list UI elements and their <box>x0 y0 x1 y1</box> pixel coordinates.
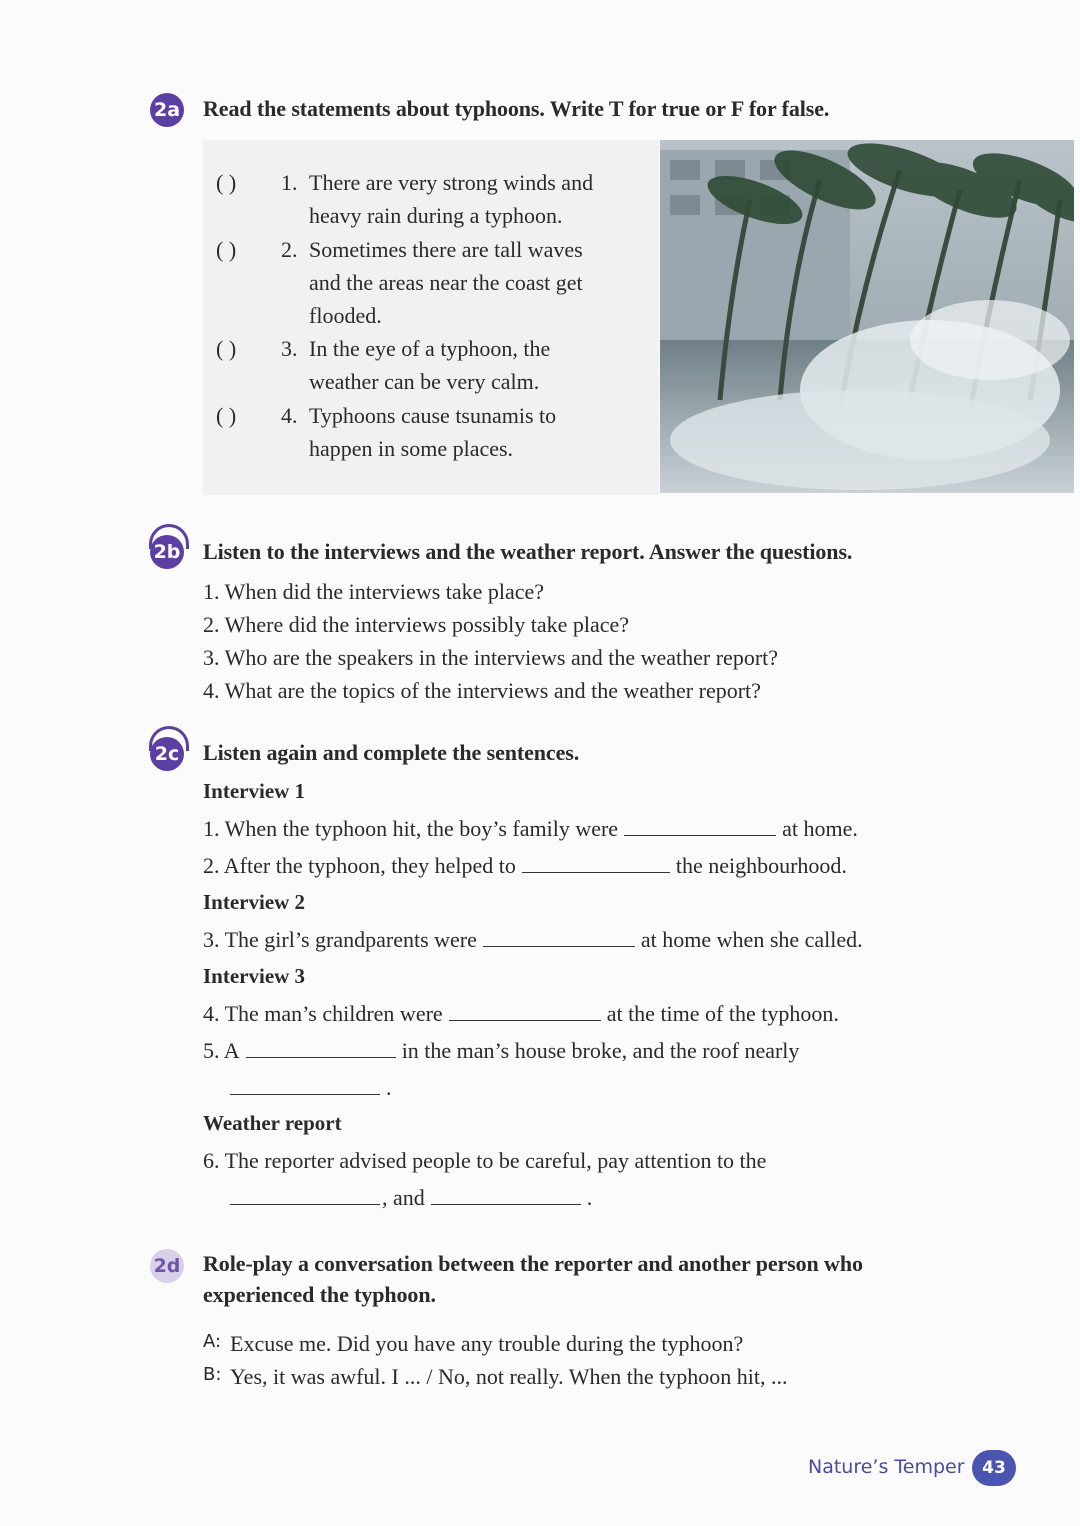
answer-blank[interactable] <box>230 1093 380 1095</box>
item-text: In the eye of a typhoon, the <box>309 336 551 361</box>
answer-blank[interactable] <box>522 871 670 873</box>
item-text: Sometimes there are tall waves <box>309 237 583 262</box>
answer-blank[interactable] <box>624 834 776 836</box>
sentence-3 <box>203 927 863 953</box>
item-text: and the areas near the coast get <box>309 270 583 295</box>
answer-blank[interactable] <box>449 1019 601 1021</box>
sentence-text: 4. The man’s children were <box>203 1001 443 1026</box>
speaker-b-line: Yes, it was awful. I ... / No, not really. When the typhoon hit, ... <box>230 1364 788 1389</box>
answer-blank[interactable] <box>431 1203 581 1205</box>
answer-paren[interactable]: ( ) <box>216 237 237 262</box>
exercise-badge-2c: 2c <box>150 737 184 771</box>
item-number: 3. <box>281 336 298 361</box>
exercise-badge-2b: 2b <box>150 535 184 569</box>
item-text: happen in some places. <box>309 436 514 461</box>
speaker-a-line: Excuse me. Did you have any trouble during the typhoon? <box>230 1331 744 1356</box>
typhoon-photo <box>660 140 1074 493</box>
sentence-text: at home. <box>782 816 858 841</box>
item-number: 2. <box>281 237 298 262</box>
item-number: 1. <box>281 170 298 195</box>
sentence-text: the neighbourhood. <box>675 853 847 878</box>
weather-report-heading: Weather report <box>203 1111 342 1135</box>
item-text: Typhoons cause tsunamis to <box>309 403 557 428</box>
speaker-b-label: B: <box>203 1364 222 1385</box>
item-text: heavy rain during a typhoon. <box>309 203 563 228</box>
role-play-icon: 2d <box>150 1249 184 1283</box>
unit-title: Nature’s Temper <box>808 1456 965 1478</box>
page-number: 43 <box>972 1450 1016 1486</box>
answer-paren[interactable]: ( ) <box>216 403 237 428</box>
sentence-4 <box>203 1001 839 1027</box>
sentence-text: at home when she called. <box>640 927 863 952</box>
question-3: 3. Who are the speakers in the interviews and the weather report? <box>203 645 779 670</box>
question-4: 4. What are the topics of the interviews and the weather report? <box>203 678 761 703</box>
sentence-6: 6. The reporter advised people to be careful, pay attention to the <box>203 1148 767 1173</box>
sentence-text: 5. A <box>203 1038 240 1063</box>
question-1: 1. When did the interviews take place? <box>203 579 545 604</box>
question-2: 2. Where did the interviews possibly take place? <box>203 612 630 637</box>
sentence-5-continued <box>226 1075 392 1101</box>
answer-blank[interactable] <box>246 1056 396 1058</box>
speaker-a-label: A: <box>203 1331 222 1352</box>
sentence-text: 3. The girl’s grandparents were <box>203 927 477 952</box>
sentence-6-continued <box>226 1185 592 1211</box>
exercise-badge-2a: 2a <box>150 93 184 127</box>
item-text: There are very strong winds and <box>309 170 594 195</box>
item-text: weather can be very calm. <box>309 369 540 394</box>
answer-blank[interactable] <box>230 1203 380 1205</box>
interview-2-heading: Interview 2 <box>203 890 306 914</box>
exercise-2d-title-line-2: experienced the typhoon. <box>203 1282 436 1307</box>
answer-paren[interactable]: ( ) <box>216 170 237 195</box>
interview-1-heading: Interview 1 <box>203 779 306 803</box>
sentence-text: . <box>586 1185 593 1210</box>
exercise-2d-title-line-1: Role-play a conversation between the reporter and another person who <box>203 1251 863 1276</box>
sentence-text: in the man’s house broke, and the roof nearly <box>401 1038 800 1063</box>
typhoon-scene-image <box>660 140 1074 493</box>
exercise-2a-title: Read the statements about typhoons. Write T for true or F for false. <box>203 96 830 121</box>
sentence-1 <box>203 816 858 842</box>
sentence-text: 1. When the typhoon hit, the boy’s family were <box>203 816 619 841</box>
sentence-text: . <box>386 1075 392 1100</box>
interview-3-heading: Interview 3 <box>203 964 306 988</box>
exercise-2b-title: Listen to the interviews and the weather report. Answer the questions. <box>203 539 853 564</box>
sentence-text: , and <box>382 1185 425 1210</box>
exercise-2c-title: Listen again and complete the sentences. <box>203 740 580 765</box>
sentence-text: 2. After the typhoon, they helped to <box>203 853 516 878</box>
sentence-text: at the time of the typhoon. <box>606 1001 839 1026</box>
answer-paren[interactable]: ( ) <box>216 336 237 361</box>
sentence-2 <box>203 853 847 879</box>
item-text: flooded. <box>309 303 382 328</box>
item-number: 4. <box>281 403 298 428</box>
sentence-5 <box>203 1038 799 1064</box>
answer-blank[interactable] <box>483 945 635 947</box>
